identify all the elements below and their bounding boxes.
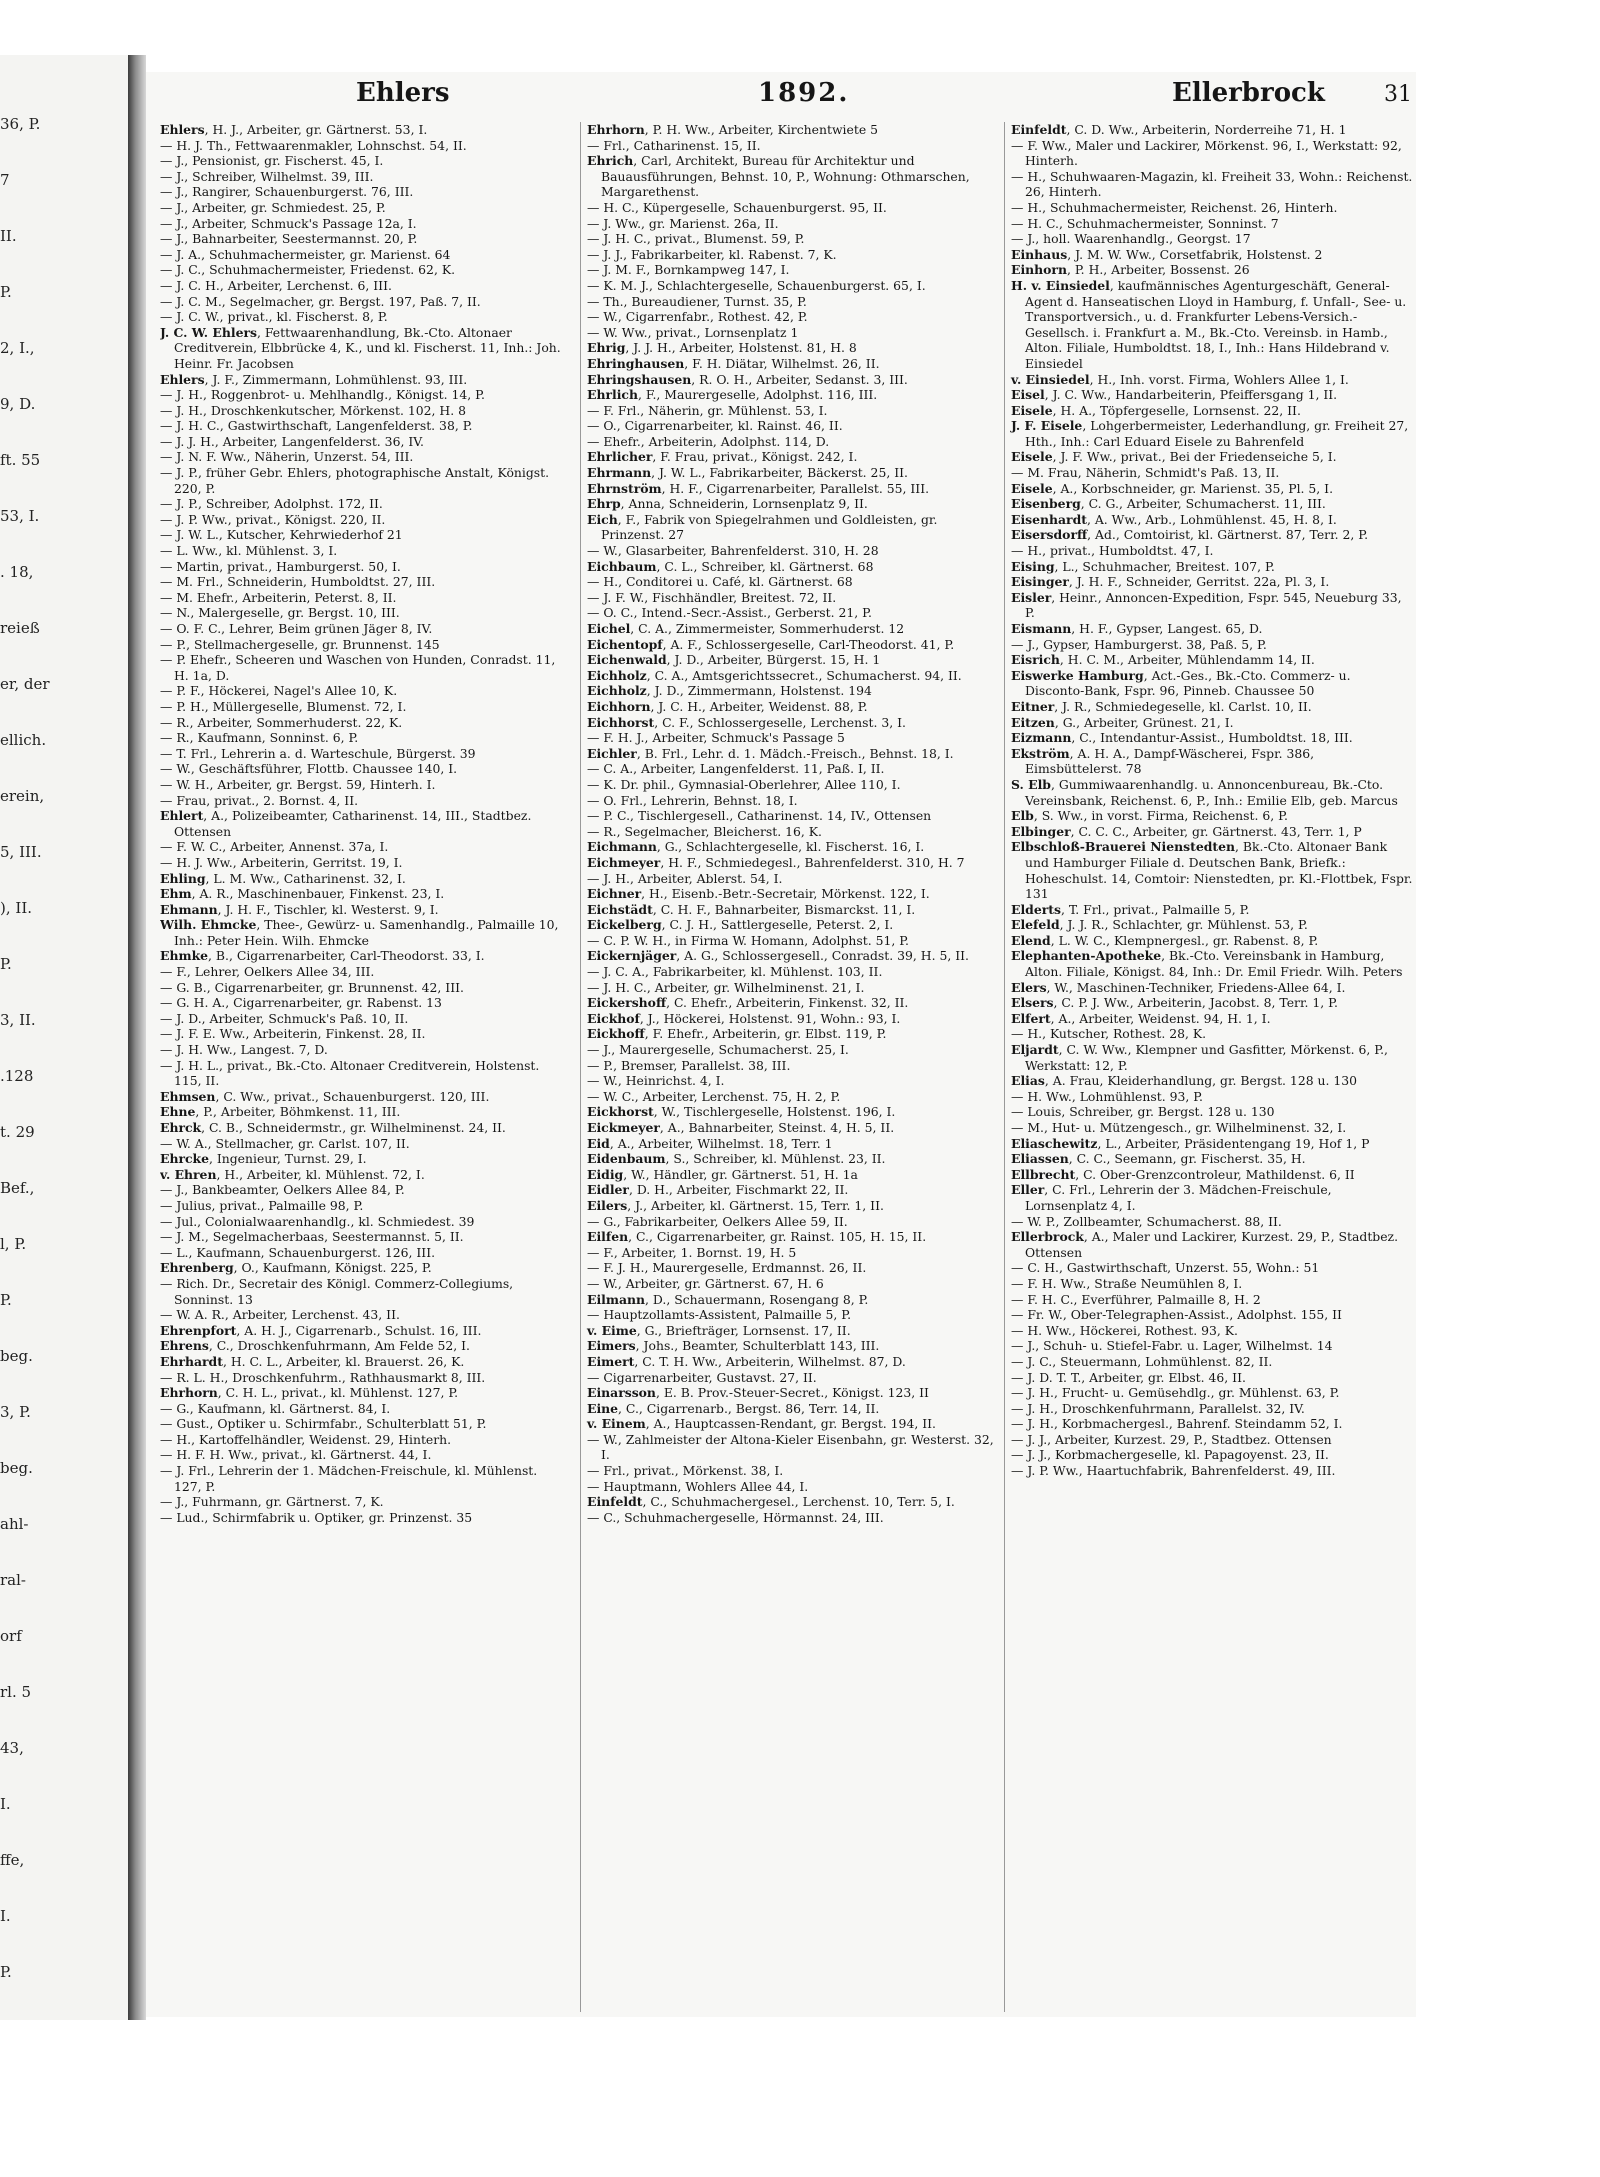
directory-entry: — C. P. W. H., in Firma W. Homann, Adolphst. 51, P. (587, 932, 909, 948)
directory-entry: Elers, W., Maschinen-Techniker, Friedens-Allee 64, I. (1011, 979, 1346, 995)
directory-entry: — O. F. C., Lehrer, Beim grünen Jäger 8, IV. (160, 621, 433, 636)
directory-entry: Ehmsen, C. Ww., privat., Schauenburgerst. 120, III. (160, 1088, 490, 1104)
directory-entry: Eimert, C. T. H. Ww., Arbeiterin, Wilhelmst. 87, D. (587, 1353, 906, 1369)
directory-entry: Elderts, T. Frl., privat., Palmaille 5, P. (1011, 901, 1250, 917)
directory-entry: Eichel, C. A., Zimmermeister, Sommerhuderst. 12 (587, 621, 905, 636)
previous-page-fragment: beg. (0, 1459, 33, 1477)
directory-column-1 (160, 122, 562, 2012)
previous-page-fragment: 5, III. (0, 843, 42, 861)
directory-entry: — W. P., Zollbeamter, Schumacherst. 88, II. (1011, 1213, 1282, 1229)
directory-entry: Elbschloß-Brauerei Nienstedten, Bk.-Cto. Altonaer Bank und Hamburger Filiale d. Deutschen Bank, Briefk.: Hoheschulst. 14, Comtoir: Nienstedten, pr. Kl.-Flottbek, Fspr. 131 (1011, 839, 1413, 902)
directory-entry: Einfeldt, C., Schuhmachergesel., Lerchenst. 10, Terr. 5, I. (587, 1494, 955, 1510)
directory-entry: Ehrhorn, C. H. L., privat., kl. Mühlenst. 127, P. (160, 1385, 459, 1401)
directory-entry: Ehlert, A., Polizeibeamter, Catharinenst. 14, III., Stadtbez. Ottensen (160, 808, 532, 839)
directory-entry: — F. H. C., Everführer, Palmaille 8, H. 2 (1011, 1291, 1261, 1307)
directory-entry: Eisenberg, C. G., Arbeiter, Schumacherst. 11, III. (1011, 496, 1326, 512)
directory-entry: — J. H. C., Gastwirthschaft, Langenfelderst. 38, P. (160, 418, 473, 434)
directory-entry: Eichhorst, C. F., Schlossergeselle, Lerchenst. 3, I. (587, 714, 906, 730)
directory-entry: — W., Zahlmeister der Altona-Kieler Eisenbahn, gr. Westerst. 32, I. (587, 1431, 994, 1463)
directory-entry: — W. A., Stellmacher, gr. Carlst. 107, II. (160, 1135, 410, 1151)
directory-entry: — L., Kaufmann, Schauenburgerst. 126, III. (160, 1244, 436, 1260)
directory-entry: Ehrens, C., Droschkenfuhrmann, Am Felde 52, I. (160, 1338, 470, 1354)
directory-entry: Eisrich, H. C. M., Arbeiter, Mühlendamm 14, II. (1011, 652, 1315, 668)
directory-entry: Ehmann, J. H. F., Tischler, kl. Westerst. 9, I. (160, 901, 439, 917)
directory-entry: Einarsson, E. B. Prov.-Steuer-Secret., Königst. 123, II (587, 1385, 929, 1401)
directory-entry: Eitner, J. R., Schmiedegeselle, kl. Carlst. 10, II. (1011, 698, 1312, 714)
directory-entry: — P. Ehefr., Scheeren und Waschen von Hunden, Conradst. 11, H. 1a, D. (160, 652, 556, 683)
directory-entry: — J. H., Droschkenkutscher, Mörkenst. 102, H. 8 (160, 402, 466, 418)
directory-entry: — J. W. L., Kutscher, Kehrwiederhof 21 (160, 527, 403, 543)
directory-entry: — R. L. H., Droschkenfuhrm., Rathhausmarkt 8, III. (160, 1369, 486, 1385)
directory-entry: — W. H., Arbeiter, gr. Bergst. 59, Hinterh. I. (160, 776, 436, 792)
directory-entry: — H., Kutscher, Rothest. 28, K. (1011, 1026, 1207, 1042)
previous-page-strip (0, 55, 136, 2020)
directory-entry: — F. Ww., Maler und Lackirer, Mörkenst. 96, I., Werkstatt: 92, Hinterh. (1011, 137, 1402, 169)
directory-entry: — T. Frl., Lehrerin a. d. Warteschule, Bürgerst. 39 (160, 745, 476, 761)
directory-entry: — K. Dr. phil., Gymnasial-Oberlehrer, Allee 110, I. (587, 776, 901, 792)
previous-page-fragment: reieß (0, 619, 40, 637)
directory-entry: — F. H. J., Arbeiter, Schmuck's Passage 5 (587, 730, 845, 746)
directory-entry: — J., Bankbeamter, Oelkers Allee 84, P. (160, 1182, 405, 1198)
directory-entry: — Lud., Schirmfabrik u. Optiker, gr. Prinzenst. 35 (160, 1509, 473, 1525)
directory-entry: — Fr. W., Ober-Telegraphen-Assist., Adolphst. 155, II (1011, 1307, 1342, 1323)
directory-entry: — P., Bremser, Parallelst. 38, III. (587, 1057, 791, 1073)
previous-page-fragment: Bef., (0, 1179, 35, 1197)
directory-entry: Ehlers, J. F., Zimmermann, Lohmühlenst. 93, III. (160, 371, 468, 387)
previous-page-fragment: orf (0, 1627, 22, 1645)
directory-entry: — J. H., Arbeiter, Ablerst. 54, I. (587, 870, 783, 886)
directory-entry: v. Eime, G., Briefträger, Lornsenst. 17, II. (587, 1322, 851, 1338)
directory-entry: Ehringhausen, F. H. Diätar, Wilhelmst. 26, II. (587, 355, 880, 371)
directory-entry: Eickhof, J., Höckerei, Holstenst. 91, Wohn.: 93, I. (587, 1010, 901, 1026)
previous-page-fragment: ffe, (0, 1851, 25, 1869)
directory-entry: Ehrich, Carl, Architekt, Bureau für Architektur und Bauausführungen, Behnst. 10, P., Wohnung: Othmarschen, Margarethenst. (587, 153, 970, 200)
directory-entry: Eisele, H. A., Töpfergeselle, Lornsenst. 22, II. (1011, 402, 1301, 418)
directory-entry: Eickhoff, F. Ehefr., Arbeiterin, gr. Elbst. 119, P. (587, 1026, 887, 1042)
directory-entry: Ehrhorn, P. H. Ww., Arbeiter, Kirchentwiete 5 (587, 122, 878, 137)
previous-page-fragment: P. (0, 1291, 12, 1309)
directory-entry: — J. P. Ww., privat., Königst. 220, II. (160, 511, 386, 527)
directory-entry: Elb, S. Ww., in vorst. Firma, Reichenst. 6, P. (1011, 808, 1288, 824)
directory-entry: Ehrlich, F., Maurergeselle, Adolphst. 116, III. (587, 387, 878, 403)
previous-page-fragment: 43, (0, 1739, 24, 1757)
directory-entry: Ehrenpfort, A. H. J., Cigarrenarb., Schulst. 16, III. (160, 1322, 482, 1338)
directory-entry: Eisele, J. F. Ww., privat., Bei der Friedenseiche 5, I. (1011, 449, 1337, 465)
directory-entry: — W. Ww., privat., Lornsenplatz 1 (587, 324, 799, 340)
directory-entry: — G. H. A., Cigarrenarbeiter, gr. Rabenst. 13 (160, 995, 442, 1011)
directory-entry: — Hauptmann, Wohlers Allee 44, I. (587, 1478, 809, 1494)
previous-page-fragment: P. (0, 283, 12, 301)
directory-entry: Ehrmann, J. W. L., Fabrikarbeiter, Bäckerst. 25, II. (587, 465, 908, 481)
previous-page-fragment: 53, I. (0, 507, 40, 525)
directory-entry: S. Elb, Gummiwaarenhandlg. u. Annoncenbureau, Bk.-Cto. Vereinsbank, Reichenst. 6, P., Inh.: Emilie Elb, geb. Marcus (1011, 776, 1398, 808)
directory-entry: — W. C., Arbeiter, Lerchenst. 75, H. 2, P. (587, 1088, 841, 1104)
directory-entry: Eisele, A., Korbschneider, gr. Marienst. 35, Pl. 5, I. (1011, 480, 1334, 496)
directory-entry: — J. Ww., gr. Marienst. 26a, II. (587, 215, 779, 231)
directory-entry: — J. J. H., Arbeiter, Langenfelderst. 36, IV. (160, 433, 424, 449)
directory-entry: — J. D. T. T., Arbeiter, gr. Elbst. 46, II. (1011, 1369, 1246, 1385)
directory-entry: — J. H. Ww., Langest. 7, D. (160, 1042, 328, 1058)
directory-entry: Eichstädt, C. H. F., Bahnarbeiter, Bismarckst. 11, I. (587, 901, 916, 917)
directory-entry: Eidig, W., Händler, gr. Gärtnerst. 51, H. 1a (587, 1166, 858, 1182)
running-head-left: Ehlers (356, 78, 450, 108)
directory-entry: — W., Arbeiter, gr. Gärtnerst. 67, H. 6 (587, 1275, 824, 1291)
directory-entry: Eichbaum, C. L., Schreiber, kl. Gärtnerst. 68 (587, 558, 874, 574)
directory-entry: — R., Arbeiter, Sommerhuderst. 22, K. (160, 714, 403, 730)
directory-entry: Ehm, A. R., Maschinenbauer, Finkenst. 23, I. (160, 886, 445, 902)
directory-entry: Ehrhardt, H. C. L., Arbeiter, kl. Brauerst. 26, K. (160, 1353, 465, 1369)
directory-entry: Eickershoff, C. Ehefr., Arbeiterin, Finkenst. 32, II. (587, 995, 909, 1011)
directory-entry: — J., Fuhrmann, gr. Gärtnerst. 7, K. (160, 1494, 384, 1510)
directory-entry: Eine, C., Cigarrenarb., Bergst. 86, Terr. 14, II. (587, 1400, 880, 1416)
directory-entry: Eitzen, G., Arbeiter, Grünest. 21, I. (1011, 714, 1234, 730)
directory-entry: Eickelberg, C. J. H., Sattlergeselle, Peterst. 2, I. (587, 917, 894, 933)
directory-entry: Eickhorst, W., Tischlergeselle, Holstenst. 196, I. (587, 1104, 896, 1120)
directory-entry: — H. Ww., Höckerei, Rothest. 93, K. (1011, 1322, 1238, 1338)
directory-entry: Ehne, P., Arbeiter, Böhmkenst. 11, III. (160, 1104, 401, 1120)
directory-entry: — J., holl. Waarenhandlg., Georgst. 17 (1011, 231, 1251, 247)
directory-entry: Eisinger, J. H. F., Schneider, Gerritst. 22a, Pl. 3, I. (1011, 574, 1330, 590)
directory-entry: Ekström, A. H. A., Dampf-Wäscherei, Fspr. 386, Eimsbüttelerst. 78 (1011, 745, 1315, 777)
directory-entry: — J. H. L., privat., Bk.-Cto. Altonaer Creditverein, Holstenst. 115, II. (160, 1057, 540, 1089)
previous-page-fragment: beg. (0, 1347, 33, 1365)
directory-entry: — J., Rangirer, Schauenburgerst. 76, III. (160, 184, 414, 200)
previous-page-fragment: 36, P. (0, 115, 41, 133)
previous-page-fragment: er, der (0, 675, 50, 693)
directory-entry: — J. J., Fabrikarbeiter, kl. Rabenst. 7, K. (587, 246, 837, 262)
previous-page-fragment: l, P. (0, 1235, 27, 1253)
directory-entry: — O., Cigarrenarbeiter, kl. Rainst. 46, II. (587, 418, 843, 434)
directory-entry: J. F. Eisele, Lohgerbermeister, Lederhandlung, gr. Freiheit 27, Hth., Inh.: Carl Eduard Eisele zu Bahrenfeld (1011, 418, 1409, 449)
directory-entry: — Ehefr., Arbeiterin, Adolphst. 114, D. (587, 433, 830, 449)
directory-entry: Ehling, L. M. Ww., Catharinenst. 32, I. (160, 870, 406, 886)
directory-entry: Eilmann, D., Schauermann, Rosengang 8, P. (587, 1291, 869, 1307)
directory-entry: — H. C., Küpergeselle, Schauenburgerst. 95, II. (587, 199, 887, 215)
directory-entry: — W., Glasarbeiter, Bahrenfelderst. 310, H. 28 (587, 543, 879, 559)
directory-entry: — G., Fabrikarbeiter, Oelkers Allee 59, II. (587, 1213, 848, 1229)
directory-entry: — H. F. H. Ww., privat., kl. Gärtnerst. 44, I. (160, 1447, 432, 1463)
directory-entry: — K. M. J., Schlachtergeselle, Schauenburgerst. 65, I. (587, 277, 926, 293)
directory-entry: — F. J. H., Maurergeselle, Erdmannst. 26, II. (587, 1260, 867, 1276)
directory-entry: — P. C., Tischlergesell., Catharinenst. 14, IV., Ottensen (587, 808, 932, 824)
directory-entry: — G., Kaufmann, kl. Gärtnerst. 84, I. (160, 1400, 391, 1416)
directory-entry: Elefeld, J. J. R., Schlachter, gr. Mühlenst. 53, P. (1011, 917, 1308, 933)
directory-entry: — J. P., Schreiber, Adolphst. 172, II. (160, 496, 383, 512)
directory-entry: Eickmeyer, A., Bahnarbeiter, Steinst. 4, H. 5, II. (587, 1120, 895, 1135)
directory-entry: — J., Pensionist, gr. Fischerst. 45, I. (160, 153, 384, 169)
directory-entry: H. v. Einsiedel, kaufmännisches Agenturgeschäft, General-Agent d. Hanseatischen Lloyd in Hamburg, f. Unfall-, See- u. Transportversich., u. d. Frankfurter Lebens-Versich.-Gesellsch. i. Frankfurt a. M., Bk.-Cto. Vereinsb. in Hamb., Alton. Filiale, Humboldtst. 18, I., Inh.: Hans Hildebrand v. Einsiedel (1011, 277, 1407, 371)
directory-entry: Eisenhardt, A. Ww., Arb., Lohmühlenst. 45, H. 8, I. (1011, 511, 1337, 527)
directory-entry: — J. C. W., privat., kl. Fischerst. 8, P. (160, 309, 388, 325)
directory-entry: Eisel, J. C. Ww., Handarbeiterin, Pfeiffersgang 1, II. (1011, 387, 1338, 403)
directory-entry: v. Einem, A., Hauptcassen-Rendant, gr. Bergst. 194, II. (587, 1416, 936, 1432)
directory-entry: — J., Arbeiter, gr. Schmiedest. 25, P. (160, 199, 386, 215)
directory-entry: Ehringshausen, R. O. H., Arbeiter, Sedanst. 3, III. (587, 371, 908, 387)
directory-entry: — M. Ehefr., Arbeiterin, Peterst. 8, II. (160, 589, 397, 605)
directory-entry: Eid, A., Arbeiter, Wilhelmst. 18, Terr. 1 (587, 1135, 833, 1151)
directory-entry: Eller, C. Frl., Lehrerin der 3. Mädchen-Freischule, Lornsenplatz 4, I. (1011, 1182, 1332, 1213)
directory-entry: — J. C., Steuermann, Lohmühlenst. 82, II. (1011, 1353, 1273, 1369)
directory-entry: — Th., Bureaudiener, Turnst. 35, P. (587, 293, 807, 309)
directory-entry: — N., Malergeselle, gr. Bergst. 10, III. (160, 605, 400, 621)
directory-entry: Eichenwald, J. D., Arbeiter, Bürgerst. 15, H. 1 (587, 652, 881, 668)
directory-entry: — J. F. W., Fischhändler, Breitest. 72, II. (587, 589, 837, 605)
directory-entry: Eisersdorff, Ad., Comtoirist, kl. Gärtnerst. 87, Terr. 2, P. (1011, 527, 1369, 543)
directory-entry: — H. C., Schuhmachermeister, Sonninst. 7 (1011, 215, 1279, 231)
previous-page-fragment: 2, I., (0, 339, 35, 357)
directory-entry: — H., Kartoffelhändler, Weidenst. 29, Hinterh. (160, 1431, 452, 1447)
directory-entry: — O. C., Intend.-Secr.-Assist., Gerberst. 21, P. (587, 605, 872, 621)
directory-entry: Ehrck, C. B., Schneidermstr., gr. Wilhelminenst. 24, II. (160, 1120, 506, 1135)
directory-entry: — R., Kaufmann, Sonninst. 6, P. (160, 730, 359, 746)
directory-entry: — H. Ww., Lohmühlenst. 93, P. (1011, 1088, 1203, 1104)
directory-entry: — Frl., Catharinenst. 15, II. (587, 137, 761, 153)
directory-entry: Eisler, Heinr., Annoncen-Expedition, Fspr. 545, Neueburg 33, P. (1011, 589, 1402, 621)
running-head-right: Ellerbrock (1172, 78, 1325, 108)
directory-entry: — H., privat., Humboldtst. 47, I. (1011, 543, 1214, 559)
previous-page-fragment: ral- (0, 1571, 26, 1589)
year-heading: 1892. (758, 78, 850, 108)
directory-entry: Ehrp, Anna, Schneiderin, Lornsenplatz 9, II. (587, 496, 868, 512)
directory-entry: Ehmke, B., Cigarrenarbeiter, Carl-Theodorst. 33, I. (160, 948, 485, 964)
directory-entry: — C., Schuhmachergeselle, Hörmannst. 24, III. (587, 1509, 884, 1525)
directory-entry: — J., Gypser, Hamburgerst. 38, Paß. 5, P. (1011, 636, 1267, 652)
previous-page-fragment: ft. 55 (0, 451, 41, 469)
directory-entry: Einfeldt, C. D. Ww., Arbeiterin, Norderreihe 71, H. 1 (1011, 122, 1347, 137)
directory-entry: Eichler, B. Frl., Lehr. d. 1. Mädch.-Freisch., Behnst. 18, I. (587, 745, 954, 761)
directory-entry: — Frau, privat., 2. Bornst. 4, II. (160, 792, 359, 808)
directory-entry: — M., Hut- u. Mützengesch., gr. Wilhelminenst. 32, I. (1011, 1120, 1347, 1135)
directory-entry: Elbinger, C. C. C., Arbeiter, gr. Gärtnerst. 43, Terr. 1, P (1011, 823, 1362, 839)
previous-page-fragment: II. (0, 227, 17, 245)
directory-entry: Eichholz, C. A., Amtsgerichtssecret., Schumacherst. 94, II. (587, 667, 962, 683)
directory-entry: Eichmeyer, H. F., Schmiedegesl., Bahrenfelderst. 310, H. 7 (587, 854, 965, 870)
directory-entry: — G. B., Cigarrenarbeiter, gr. Brunnenst. 42, III. (160, 979, 464, 995)
directory-entry: — J., Schuh- u. Stiefel-Fabr. u. Lager, Wilhelmst. 14 (1011, 1338, 1333, 1354)
directory-entry: — J. C. M., Segelmacher, gr. Bergst. 197, Paß. 7, II. (160, 293, 481, 309)
previous-page-fragment: rl. 5 (0, 1683, 32, 1701)
directory-entry: — P. F., Höckerei, Nagel's Allee 10, K. (160, 683, 398, 699)
directory-entry: — J. D., Arbeiter, Schmuck's Paß. 10, II. (160, 1010, 409, 1026)
directory-entry: — P. H., Müllergeselle, Blumenst. 72, I. (160, 698, 407, 714)
previous-page-fragment: .128 (0, 1067, 34, 1085)
directory-entry: — O. Frl., Lehrerin, Behnst. 18, I. (587, 792, 798, 808)
directory-entry: Eichner, H., Eisenb.-Betr.-Secretair, Mörkenst. 122, I. (587, 886, 930, 902)
directory-entry: Eimers, Johs., Beamter, Schulterblatt 143, III. (587, 1338, 880, 1354)
previous-page-fragment: 3, P. (0, 1403, 31, 1421)
directory-entry: — M. Frl., Schneiderin, Humboldtst. 27, III. (160, 574, 436, 590)
directory-entry: — W. A. R., Arbeiter, Lerchenst. 43, II. (160, 1307, 400, 1323)
directory-entry: — Hauptzollamts-Assistent, Palmaille 5, P. (587, 1307, 852, 1323)
directory-entry: — J. H., Droschkenfuhrmann, Parallelst. 32, IV. (1011, 1400, 1305, 1416)
directory-entry: — Louis, Schreiber, gr. Bergst. 128 u. 130 (1011, 1104, 1275, 1120)
directory-entry: — J. A., Schuhmachermeister, gr. Marienst. 64 (160, 246, 451, 262)
page-number: 31 (1384, 82, 1412, 107)
directory-entry: — J. H., Frucht- u. Gemüsehdlg., gr. Mühlenst. 63, P. (1011, 1385, 1340, 1401)
directory-entry: — H., Schuhwaaren-Magazin, kl. Freiheit 33, Wohn.: Reichenst. 26, Hinterh. (1011, 168, 1413, 200)
directory-entry: — J. M. F., Bornkampweg 147, I. (587, 262, 790, 278)
directory-entry: Eiswerke Hamburg, Act.-Ges., Bk.-Cto. Commerz- u. Disconto-Bank, Fspr. 96, Pinneb. Chaussee 50 (1011, 667, 1351, 699)
directory-entry: Ehrnström, H. F., Cigarrenarbeiter, Parallelst. 55, III. (587, 480, 930, 496)
directory-entry: Eliassen, C. C., Seemann, gr. Fischerst. 35, H. (1011, 1151, 1306, 1167)
directory-entry: Eliaschewitz, L., Arbeiter, Präsidentengang 19, Hof 1, P (1011, 1135, 1370, 1151)
directory-entry: — F. H. Ww., Straße Neumühlen 8, I. (1011, 1275, 1243, 1291)
directory-entry: v. Ehren, H., Arbeiter, kl. Mühlenst. 72, I. (160, 1166, 425, 1182)
directory-entry: — J. H., Roggenbrot- u. Mehlhandlg., Königst. 14, P. (160, 387, 485, 403)
directory-entry: — Jul., Colonialwaarenhandlg., kl. Schmiedest. 39 (160, 1213, 475, 1229)
book-gutter (128, 55, 146, 2020)
directory-entry: Eidler, D. H., Arbeiter, Fischmarkt 22, II. (587, 1182, 849, 1198)
directory-entry: Elend, L. W. C., Klempnergesl., gr. Rabenst. 8, P. (1011, 932, 1319, 948)
directory-entry: Ehrlicher, F. Frau, privat., Königst. 242, I. (587, 449, 858, 465)
directory-entry: Eising, L., Schuhmacher, Breitest. 107, P. (1011, 558, 1275, 574)
directory-entry: — J. H. C., privat., Blumenst. 59, P. (587, 231, 805, 247)
directory-entry: Eich, F., Fabrik von Spiegelrahmen und Goldleisten, gr. Prinzenst. 27 (587, 511, 938, 543)
directory-entry: — C. H., Gastwirthschaft, Unzerst. 55, Wohn.: 51 (1011, 1260, 1320, 1276)
directory-entry: Eljardt, C. W. Ww., Klempner und Gasfitter, Mörkenst. 6, P., Werkstatt: 12, P. (1011, 1042, 1388, 1073)
directory-entry: — J., Arbeiter, Schmuck's Passage 12a, I. (160, 215, 417, 231)
directory-entry: Einhorn, P. H., Arbeiter, Bossenst. 26 (1011, 262, 1250, 278)
directory-entry: — F., Arbeiter, 1. Bornst. 19, H. 5 (587, 1244, 797, 1260)
directory-entry: — J. J., Arbeiter, Kurzest. 29, P., Stadtbez. Ottensen (1011, 1431, 1332, 1447)
directory-entry: — J. P., früher Gebr. Ehlers, photographische Anstalt, Königst. 220, P. (160, 465, 550, 496)
directory-page (146, 72, 1416, 2017)
directory-entry: — F., Lehrer, Oelkers Allee 34, III. (160, 964, 375, 980)
directory-entry: Elsers, C. P. J. Ww., Arbeiterin, Jacobst. 8, Terr. 1, P. (1011, 995, 1338, 1011)
directory-entry: — J. N. F. Ww., Näherin, Unzerst. 54, III. (160, 449, 414, 465)
directory-entry: Ehrig, J. J. H., Arbeiter, Holstenst. 81, H. 8 (587, 340, 857, 356)
directory-entry: — J., Bahnarbeiter, Seestermannst. 20, P. (160, 231, 418, 247)
previous-page-fragment: ahl- (0, 1515, 29, 1533)
directory-entry: — J., Maurergeselle, Schumacherst. 25, I. (587, 1042, 849, 1058)
directory-entry: Eizmann, C., Intendantur-Assist., Humboldtst. 18, III. (1011, 730, 1353, 746)
directory-entry: — H., Schuhmachermeister, Reichenst. 26, Hinterh. (1011, 199, 1338, 215)
directory-entry: — W., Heinrichst. 4, I. (587, 1073, 725, 1089)
previous-page-fragment: 3, II. (0, 1011, 36, 1029)
previous-page-fragment: ), II. (0, 899, 33, 917)
directory-entry: J. C. W. Ehlers, Fettwaarenhandlung, Bk.-Cto. Altonaer Creditverein, Elbbrücke 4, K., und kl. Fischerst. 11, Inh.: Joh. Heinr. Fr. Jacobsen (160, 324, 561, 371)
previous-page-fragment: 9, D. (0, 395, 36, 413)
directory-entry: — C. A., Arbeiter, Langenfelderst. 11, Paß. I, II. (587, 761, 885, 777)
directory-entry: Eickernjäger, A. G., Schlossergesell., Conradst. 39, H. 5, II. (587, 948, 969, 964)
directory-entry: — Martin, privat., Hamburgerst. 50, I. (160, 558, 401, 574)
previous-page-fragment: ellich. (0, 731, 47, 749)
directory-entry: Ehrcke, Ingenieur, Turnst. 29, I. (160, 1151, 367, 1167)
directory-entry: — Cigarrenarbeiter, Gustavst. 27, II. (587, 1369, 817, 1385)
previous-page-fragment: t. 29 (0, 1123, 35, 1141)
directory-entry: Eichholz, J. D., Zimmermann, Holstenst. 194 (587, 683, 872, 699)
directory-entry: — Gust., Optiker u. Schirmfabr., Schulterblatt 51, P. (160, 1416, 487, 1432)
directory-entry: — J., Schreiber, Wilhelmst. 39, III. (160, 168, 374, 184)
directory-entry: Einhaus, J. M. W. Ww., Corsetfabrik, Holstenst. 2 (1011, 246, 1323, 262)
directory-entry: — J. C. A., Fabrikarbeiter, kl. Mühlenst. 103, II. (587, 964, 883, 980)
directory-entry: — H., Conditorei u. Café, kl. Gärtnerst. 68 (587, 574, 853, 590)
directory-entry: Elias, A. Frau, Kleiderhandlung, gr. Bergst. 128 u. 130 (1011, 1073, 1358, 1089)
directory-entry: — H. J. Th., Fettwaarenmakler, Lohnschst. 54, II. (160, 137, 467, 153)
directory-entry: Elfert, A., Arbeiter, Weidenst. 94, H. 1, I. (1011, 1010, 1271, 1026)
directory-entry: Wilh. Ehmcke, Thee-, Gewürz- u. Samenhandlg., Palmaille 10, Inh.: Peter Hein. Wilh. Ehmcke (160, 917, 559, 948)
directory-column-2 (580, 122, 995, 2012)
directory-entry: Ellerbrock, A., Maler und Lackirer, Kurzest. 29, P., Stadtbez. Ottensen (1011, 1229, 1399, 1260)
directory-entry: — Frl., privat., Mörkenst. 38, I. (587, 1463, 784, 1479)
directory-entry: — J. H., Korbmachergesl., Bahrenf. Steindamm 52, I. (1011, 1416, 1343, 1432)
directory-entry: Eilers, J., Arbeiter, kl. Gärtnerst. 15, Terr. 1, II. (587, 1197, 884, 1213)
previous-page-fragment: erein, (0, 787, 45, 805)
directory-entry: — J. C. H., Arbeiter, Lerchenst. 6, III. (160, 277, 392, 293)
directory-entry: — L. Ww., kl. Mühlenst. 3, I. (160, 543, 338, 559)
directory-entry: — J. J., Korbmachergeselle, kl. Papagoyenst. 23, II. (1011, 1447, 1329, 1463)
directory-entry: — P., Stellmachergeselle, gr. Brunnenst. 145 (160, 636, 440, 652)
previous-page-fragment: P. (0, 1963, 12, 1981)
directory-entry: — M. Frau, Näherin, Schmidt's Paß. 13, II. (1011, 465, 1280, 481)
directory-entry: — J. C., Schuhmachermeister, Friedenst. 62, K. (160, 262, 456, 278)
directory-entry: — J. H. C., Arbeiter, gr. Wilhelminenst. 21, I. (587, 979, 865, 995)
directory-entry: — F. W. C., Arbeiter, Annenst. 37a, I. (160, 839, 389, 855)
directory-entry: Elephanten-Apotheke, Bk.-Cto. Vereinsbank in Hamburg, Alton. Filiale, Königst. 84, Inh.: Dr. Emil Friedr. Wilh. Peters (1011, 948, 1403, 980)
previous-page-fragment: I. (0, 1907, 11, 1925)
directory-entry: Eidenbaum, S., Schreiber, kl. Mühlenst. 23, II. (587, 1151, 886, 1167)
directory-entry: — Rich. Dr., Secretair des Königl. Commerz-Collegiums, Sonninst. 13 (160, 1275, 514, 1307)
directory-entry: — R., Segelmacher, Bleicherst. 16, K. (587, 823, 822, 839)
directory-entry: — Julius, privat., Palmaille 98, P. (160, 1197, 364, 1213)
directory-entry: Ellbrecht, C. Ober-Grenzcontroleur, Mathildenst. 6, II (1011, 1166, 1355, 1182)
directory-entry: Eichhorn, J. C. H., Arbeiter, Weidenst. 88, P. (587, 698, 868, 714)
previous-page-fragment: . 18, (0, 563, 34, 581)
directory-entry: — W., Geschäftsführer, Flottb. Chaussee 140, I. (160, 761, 458, 777)
directory-entry: — J. P. Ww., Haartuchfabrik, Bahrenfelderst. 49, III. (1011, 1463, 1336, 1479)
directory-entry: Eilfen, C., Cigarrenarbeiter, gr. Rainst. 105, H. 15, II. (587, 1229, 927, 1245)
directory-entry: — H. J. Ww., Arbeiterin, Gerritst. 19, I. (160, 854, 403, 870)
directory-entry: Eismann, H. F., Gypser, Langest. 65, D. (1011, 621, 1263, 636)
directory-entry: — F. Frl., Näherin, gr. Mühlenst. 53, I. (587, 402, 828, 418)
directory-entry: — J. F. E. Ww., Arbeiterin, Finkenst. 28, II. (160, 1026, 426, 1042)
directory-entry: v. Einsiedel, H., Inh. vorst. Firma, Wohlers Allee 1, I. (1011, 371, 1349, 387)
directory-entry: Ehrenberg, O., Kaufmann, Königst. 225, P. (160, 1260, 432, 1276)
previous-page-fragment: I. (0, 1795, 11, 1813)
previous-page-fragment: P. (0, 955, 12, 973)
directory-entry: — W., Cigarrenfabr., Rothest. 42, P. (587, 309, 808, 325)
directory-entry: — J. M., Segelmacherbaas, Seestermannst. 5, II. (160, 1229, 464, 1245)
previous-page-fragment: 7 (0, 171, 10, 189)
page-header (146, 72, 1416, 116)
directory-column-3 (1004, 122, 1413, 2012)
directory-entry: — J. Frl., Lehrerin der 1. Mädchen-Freischule, kl. Mühlenst. 127, P. (160, 1463, 538, 1494)
directory-entry: Eichmann, G., Schlachtergeselle, kl. Fischerst. 16, I. (587, 839, 925, 855)
directory-entry: Eichentopf, A. F., Schlossergeselle, Carl-Theodorst. 41, P. (587, 636, 955, 652)
directory-entry: Ehlers, H. J., Arbeiter, gr. Gärtnerst. 53, I. (160, 122, 428, 137)
